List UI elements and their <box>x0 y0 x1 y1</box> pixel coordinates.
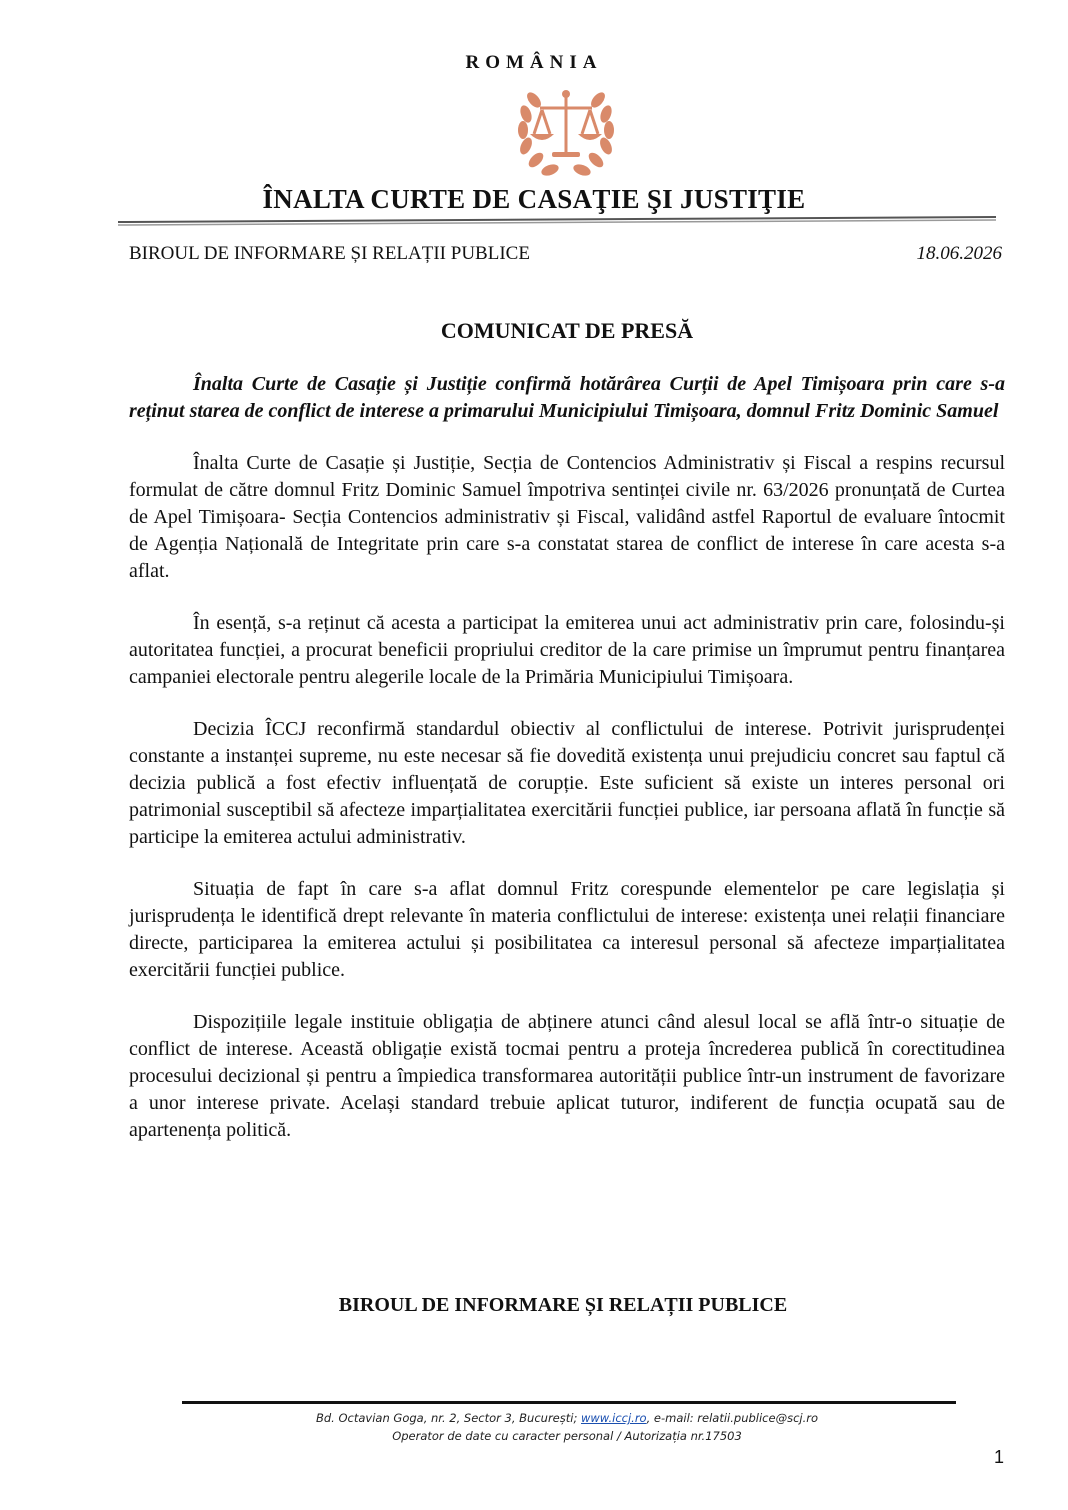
footer-divider <box>182 1401 956 1404</box>
footer-address: Bd. Octavian Goga, nr. 2, Sector 3, București; <box>315 1411 578 1425</box>
body-paragraph-2: În esență, s-a reținut că acesta a participat la emiterea unui act administrativ prin care, folosindu-și autoritatea funcției, a procurat beneficii propriului creditor de la care primise un împrumut pentru finanțarea campaniei electorale pentru alegerile locale de la Primăria Municipiului Timișoara. <box>129 612 1005 688</box>
scales-of-justice-laurel-emblem-icon <box>512 76 620 180</box>
court-name: ÎNALTA CURTE DE CASAŢIE ŞI JUSTIŢIE <box>262 184 806 214</box>
footer-operator: Operator de date cu caracter personal / Autorizația nr.17503 <box>392 1429 742 1443</box>
document-title: COMUNICAT DE PRESĂ <box>440 318 694 343</box>
lead-paragraph: Înalta Curte de Casație și Justiție confirmă hotărârea Curții de Apel Timișoara prin care s-a reținut starea de conflict de interese a primarului Municipiului Timișoara, domnul Fritz Dominic Samuel <box>129 373 1005 422</box>
office-name: BIROUL DE INFORMARE ȘI RELAȚII PUBLICE <box>129 243 530 264</box>
body-paragraph-4: Situația de fapt în care s-a aflat domnul Fritz corespunde elementelor pe care legislația și jurisprudența le identifică drept relevante în materia conflictului de interese: existența unei relații financiare directe, participarea la emiterea actului și posibilitatea ca interesul personal să afecteze imparțialitatea exercitării funcției publice. <box>129 878 1005 981</box>
signature-office: BIROUL DE INFORMARE ȘI RELAȚII PUBLICE <box>338 1294 788 1316</box>
body-paragraph-5: Dispozițiile legale instituie obligația de abținere atunci când alesul local se află într-o situație de conflict de interese. Această obligație există tocmai pentru a proteja încrederea publică în corectitudinea procesului decizional și pentru a împiedica transformarea autorității publice într-un instrument de favorizare a unor interese private. Același standard trebuie aplicat tuturor, indiferent de funcția ocupată sau de apartenența politică. <box>129 1011 1005 1141</box>
country-name: ROMÂNIA <box>465 52 603 73</box>
page-number: 1 <box>993 1447 1004 1467</box>
website-link[interactable]: www.iccj.ro <box>581 1411 647 1425</box>
footer-contact <box>0 1411 1068 1425</box>
header-divider <box>118 215 996 227</box>
footer-email: , e-mail: relatii.publice@scj.ro <box>646 1411 819 1425</box>
document-body <box>129 371 1005 1169</box>
body-paragraph-3: Decizia ÎCCJ reconfirmă standardul obiectiv al conflictului de interese. Potrivit jurisprudenței constante a instanței supreme, nu este necesar să fie dovedită existența unui prejudiciu concret sau faptul că decizia publică a fost efectiv influențată de corupție. Este suficient să existe un interes personal ori patrimonial susceptibil să afecteze imparțialitatea exercitării funcției publice, iar persoana aflată în funcție să participe la emiterea actului administrativ. <box>129 718 1005 848</box>
body-paragraph-1: Înalta Curte de Casație și Justiție, Secția de Contencios Administrativ și Fiscal a respins recursul formulat de către domnul Fritz Dominic Samuel împotriva sentinței civile nr. 63/2026 pronunțată de Curtea de Apel Timișoara- Secția Contencios administrativ și Fiscal, validând astfel Raportul de evaluare întocmit de Agenția Națională de Integritate prin care s-a constatat starea de conflict de interese în care acesta s-a aflat. <box>129 452 1005 582</box>
release-date: 18.06.2026 <box>916 243 1002 264</box>
